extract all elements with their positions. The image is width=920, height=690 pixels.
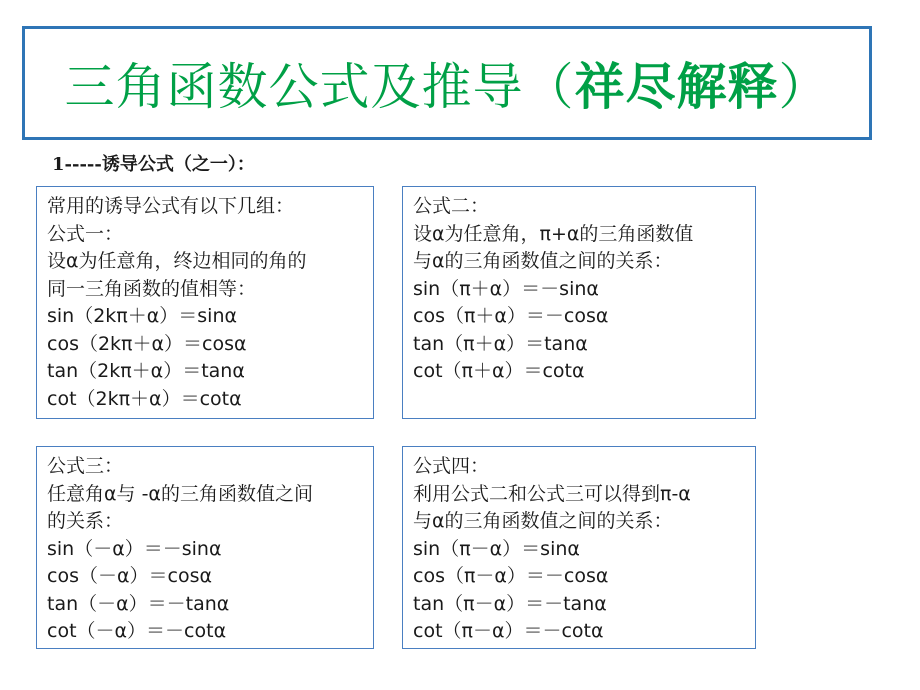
card-line: 公式二： [413,195,490,217]
card-line: 公式一： [47,222,124,245]
card-line: 公式四： [413,455,490,477]
title-paren-close: ） [778,58,830,116]
card-line: tan（π－α）＝－tanα [413,592,607,615]
title-bold: 祥尽解释 [574,58,779,116]
card-line: sin（－α）＝－sinα [47,537,222,560]
title-main: 三角函数公式及推导 [64,58,524,116]
card-line: tan（π＋α）＝tanα [413,332,588,355]
card-line: cot（π－α）＝－cotα [413,620,604,642]
formula-card-1 [36,186,374,419]
title-box [22,26,872,140]
card-line: sin（π＋α）＝－sinα [413,277,599,300]
card-line: 公式三： [47,455,124,477]
card-line: tan（－α）＝－tanα [47,592,230,615]
card-line: cos（－α）＝cosα [47,565,212,587]
formula-card-3 [36,446,374,649]
card-line: cos（π＋α）＝－cosα [413,305,609,327]
card-line: 设α为任意角，π+α的三角函数值 [413,222,694,245]
card-line: 的关系： [47,510,124,532]
section-subtitle: 1-----诱导公式（之一）： [52,154,255,175]
card-line: 同一三角函数的值相等： [47,277,257,300]
card-line: cos（2kπ＋α）＝cosα [47,332,247,355]
card-line: sin（π－α）＝sinα [413,537,580,560]
card-line: 与α的三角函数值之间的关系： [413,510,673,532]
card-line: 任意角α与 -α的三角函数值之间 [47,482,313,505]
page-title [65,47,830,119]
formula-card-4 [402,446,756,649]
card-line: tan（2kπ＋α）＝tanα [47,360,245,382]
card-line: 设α为任意角，终边相同的角的 [47,250,307,272]
title-paren-open: （ [523,58,575,116]
card-line: 与α的三角函数值之间的关系： [413,250,673,272]
card-line: cot（－α）＝－cotα [47,620,227,642]
card-line: 利用公式二和公式三可以得到π-α [413,482,691,505]
formula-card-2 [402,186,756,419]
card-line: cot（π＋α）＝cotα [413,360,585,382]
card-line: 常用的诱导公式有以下几组： [47,195,295,217]
card-line: cos（π－α）＝－cosα [413,565,609,587]
card-line: sin（2kπ＋α）＝sinα [47,305,238,327]
card-line: cot（2kπ＋α）＝cotα [47,387,242,410]
